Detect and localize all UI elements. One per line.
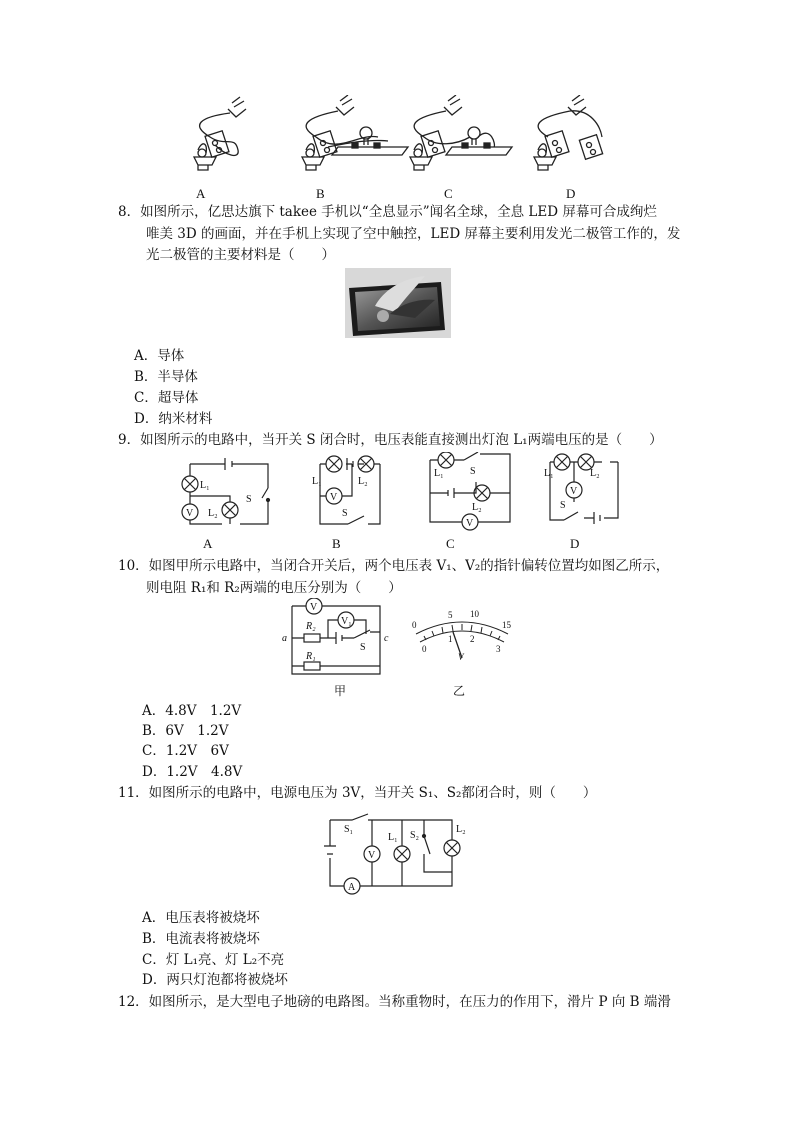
- q9c-v: V: [466, 518, 474, 529]
- q8-option-a[interactable]: A．导体: [134, 348, 185, 364]
- q9a-v: V: [186, 508, 194, 519]
- q10-option-a[interactable]: A．4.8V 1.2V: [142, 703, 242, 719]
- q10-meter-top-0: 0: [412, 620, 417, 630]
- q10-option-b[interactable]: B．6V 1.2V: [142, 723, 229, 739]
- q10-c-label: c: [384, 633, 389, 644]
- q9-text-line1: 9．如图所示的电路中，当开关 S 闭合时，电压表能直接测出灯泡 L₁两端电压的是（ ）: [118, 432, 663, 448]
- q10-a-label: a: [282, 633, 287, 644]
- q10-v-label: V: [310, 602, 318, 613]
- q10-s-label: S: [360, 642, 366, 653]
- q9a-l1: L₁: [200, 480, 210, 491]
- q11-option-d[interactable]: D．两只灯泡都将被烧坏: [142, 972, 288, 988]
- q10-meter-top-3: 15: [502, 620, 511, 630]
- q9-circuit-d: [550, 454, 618, 524]
- q10-circuit-jia: [280, 598, 392, 678]
- q7-label-c[interactable]: C: [444, 186, 453, 201]
- q11-circuit: [320, 810, 480, 900]
- q10-fig-label-yi: 乙: [453, 684, 466, 698]
- q10-fig-label-jia: 甲: [334, 684, 347, 698]
- q10-option-c[interactable]: C．1.2V 6V: [142, 743, 229, 759]
- q10-meter-bot-0: 0: [422, 644, 427, 654]
- q10-option-d[interactable]: D．1.2V 4.8V: [142, 764, 243, 780]
- q11-l2-label: L₂: [456, 824, 466, 835]
- q9c-l2: L₂: [472, 502, 482, 513]
- q9-circuit-b: [320, 456, 380, 524]
- q10-r2-label: R₂: [306, 621, 316, 632]
- q9d-s: S: [560, 500, 566, 511]
- q9-label-a[interactable]: A: [203, 536, 213, 551]
- q9c-s: S: [470, 466, 476, 477]
- q10-meter-bot-3: 3: [496, 644, 501, 654]
- q10-text-line2: 则电阻 R₁和 R₂两端的电压分别为（ ）: [146, 580, 402, 596]
- q10-meter-unit: V: [458, 652, 464, 662]
- q9-label-c[interactable]: C: [446, 536, 455, 551]
- q9d-l2: L₂: [590, 468, 600, 479]
- q8-option-d[interactable]: D．纳米材料: [134, 411, 213, 427]
- q9b-v: V: [330, 492, 338, 503]
- q11-a-label: A: [348, 882, 356, 893]
- q11-s1-label: S₁: [344, 824, 354, 835]
- q11-option-b[interactable]: B．电流表将被烧坏: [142, 931, 260, 947]
- q9d-v: V: [570, 486, 578, 497]
- q9-circuits: [170, 452, 630, 538]
- q10-v1-label: V₁: [341, 616, 352, 627]
- q7-label-d[interactable]: D: [566, 186, 576, 201]
- q11-s2-label: S₂: [410, 830, 420, 841]
- q9a-s: S: [246, 494, 252, 505]
- q11-option-a[interactable]: A．电压表将被烧坏: [142, 910, 260, 926]
- q10-meter-bot-2: 2: [470, 634, 475, 644]
- q9b-s: S: [342, 508, 348, 519]
- q9-circuit-a: [182, 458, 270, 524]
- q11-v-label: V: [368, 850, 376, 861]
- q8-option-c[interactable]: C．超导体: [134, 390, 199, 406]
- q11-l1-label: L₁: [388, 832, 398, 843]
- q7-figure-b: [302, 95, 408, 170]
- q8-text-line1: 8．如图所示，亿思达旗下 takee 手机以“全息显示”闻名全球，全息 LED 屏幕可合成绚烂: [118, 204, 657, 220]
- q9-label-b[interactable]: B: [332, 536, 341, 551]
- q10-meter-top-2: 10: [470, 609, 479, 619]
- q9a-l2: L₂: [208, 508, 218, 519]
- q10-text-line1: 10．如图甲所示电路中，当闭合开关后，两个电压表 V₁、V₂的指针偏转位置均如图乙所示，: [118, 558, 670, 574]
- q9c-l1: L₁: [434, 468, 444, 479]
- q9b-l2: L₂: [358, 476, 368, 487]
- q8-phone-image: [345, 268, 451, 338]
- q9-label-d[interactable]: D: [570, 536, 580, 551]
- q8-option-b[interactable]: B．半导体: [134, 369, 198, 385]
- q7-label-a[interactable]: A: [196, 186, 206, 201]
- q10-voltmeter-dial: [408, 606, 516, 672]
- q9b-l1: L₁: [312, 476, 322, 487]
- q7-figure-c: [410, 95, 512, 170]
- q7-figures: [170, 95, 620, 185]
- q11-option-c[interactable]: C．灯 L₁亮、灯 L₂不亮: [142, 952, 285, 968]
- q12-text-line1: 12．如图所示，是大型电子地磅的电路图。当称重物时，在压力的作用下，滑片 P 向 B 端滑: [118, 994, 671, 1010]
- q7-figure-a: [194, 97, 246, 170]
- q10-meter-top-1: 5: [448, 610, 453, 620]
- q10-meter-bot-1: 1: [448, 634, 453, 644]
- q9d-l1: L₁: [544, 468, 554, 479]
- q7-figure-d: [534, 95, 603, 170]
- q8-text-line3: 光二极管的主要材料是（ ）: [146, 247, 335, 263]
- q10-r1-label: R₁: [306, 651, 316, 662]
- q8-text-line2: 唯美 3D 的画面，并在手机上实现了空中触控，LED 屏幕主要利用发光二极管工作的，发: [146, 226, 681, 242]
- q11-text-line1: 11．如图所示的电路中，电源电压为 3V，当开关 S₁、S₂都闭合时，则（ ）: [118, 785, 597, 801]
- q7-label-b[interactable]: B: [316, 186, 325, 201]
